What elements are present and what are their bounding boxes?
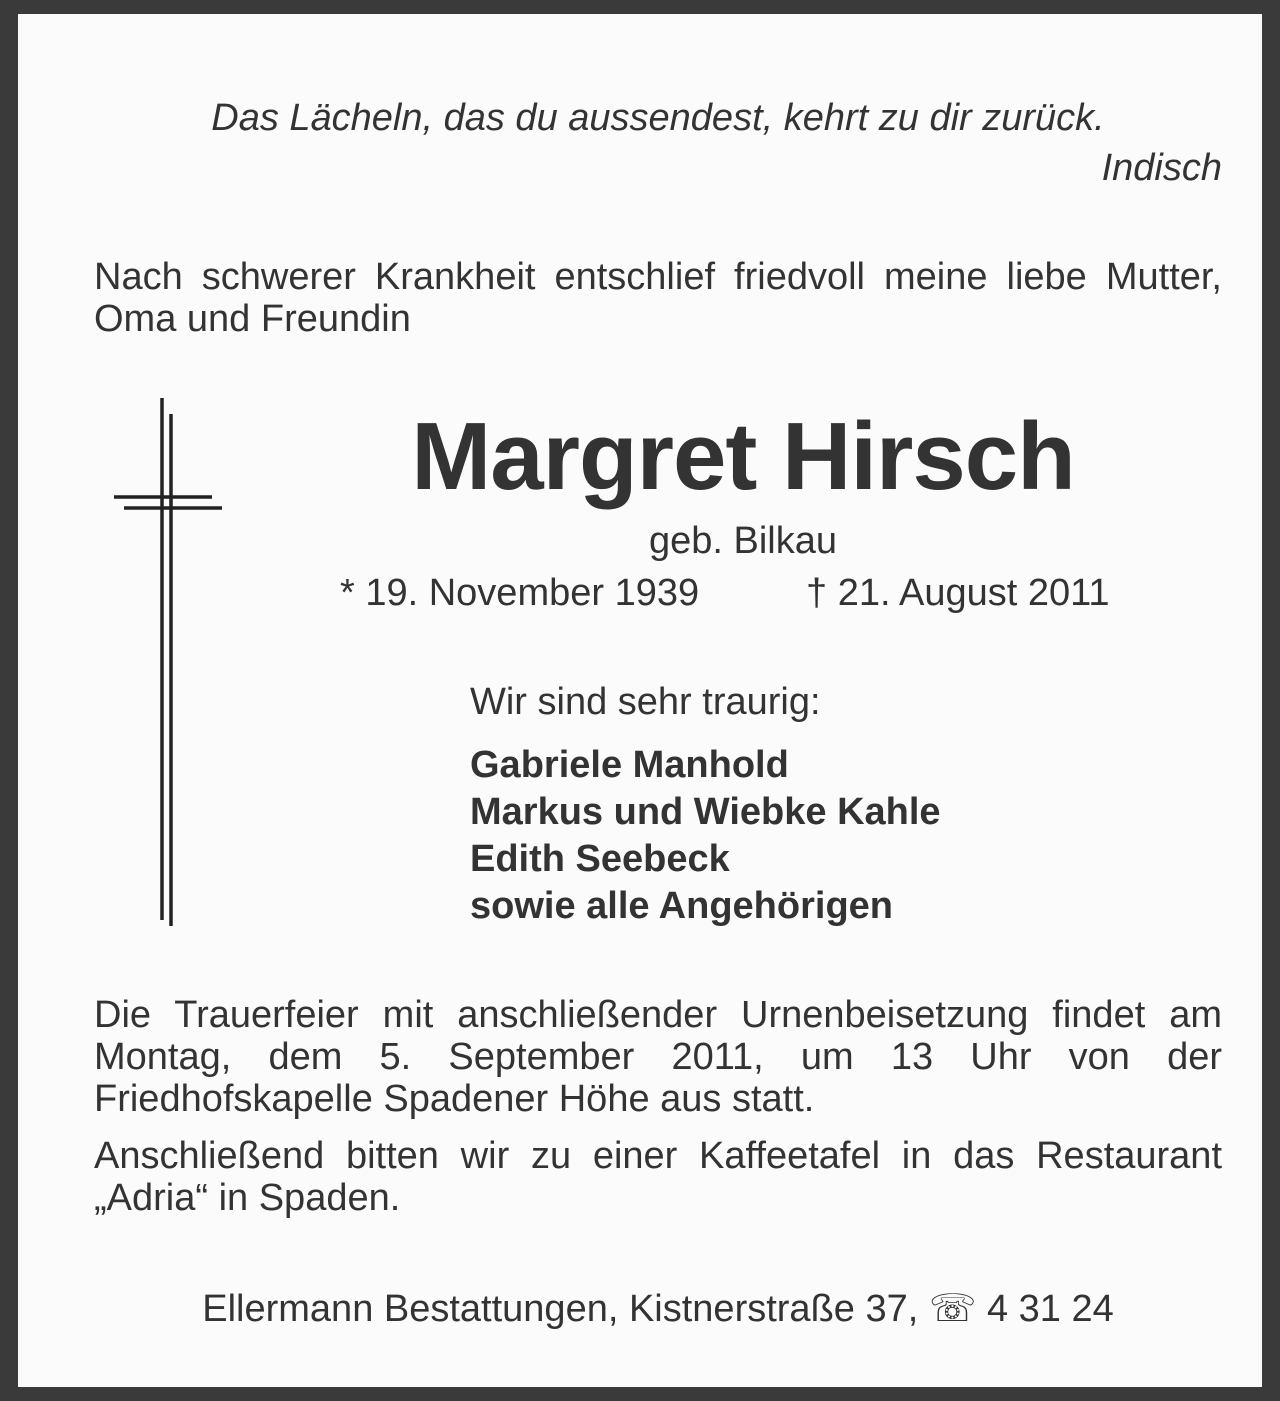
mourner-name: Gabriele Manhold [470,744,789,786]
telephone-icon: ☏ [928,1288,977,1330]
death-date: † 21. August 2011 [806,572,1110,614]
funeral-home-phone: 4 31 24 [986,1288,1114,1330]
quote-source: Indisch [1101,147,1222,189]
quote-text: Das Lächeln, das du aussendest, kehrt zu dir zurück. [211,97,1105,139]
deceased-name: Margret Hirsch [411,403,1075,510]
mourner-name: Edith Seebeck [470,838,730,880]
funeral-home-footer [94,1286,1222,1332]
maiden-name: geb. Bilkau [648,520,837,562]
birth-date: * 19. November 1939 [340,572,700,614]
mourners-list [470,742,941,930]
coffee-notice: Anschließend bitten wir zu einer Kaffeetafel in das Restaurant „Adria“ in Spaden. [94,1135,1222,1219]
mourner-name: sowie alle Angehörigen [470,885,894,927]
mourners-intro: Wir sind sehr traurig: [470,681,821,723]
mourner-name: Markus und Wiebke Kahle [470,791,941,833]
funeral-notice: Die Trauerfeier mit anschließender Urnenbeisetzung findet am Montag, dem 5. September 2011, um 13 Uhr von der Friedhofskapelle Spadener Höhe aus statt. [94,994,1222,1120]
funeral-home-address: Ellermann Bestattungen, Kistnerstraße 37, [202,1288,919,1330]
cross-icon [112,398,226,928]
intro-text: Nach schwerer Krankheit entschlief friedvoll meine liebe Mutter, Oma und Freundin [94,256,1222,340]
